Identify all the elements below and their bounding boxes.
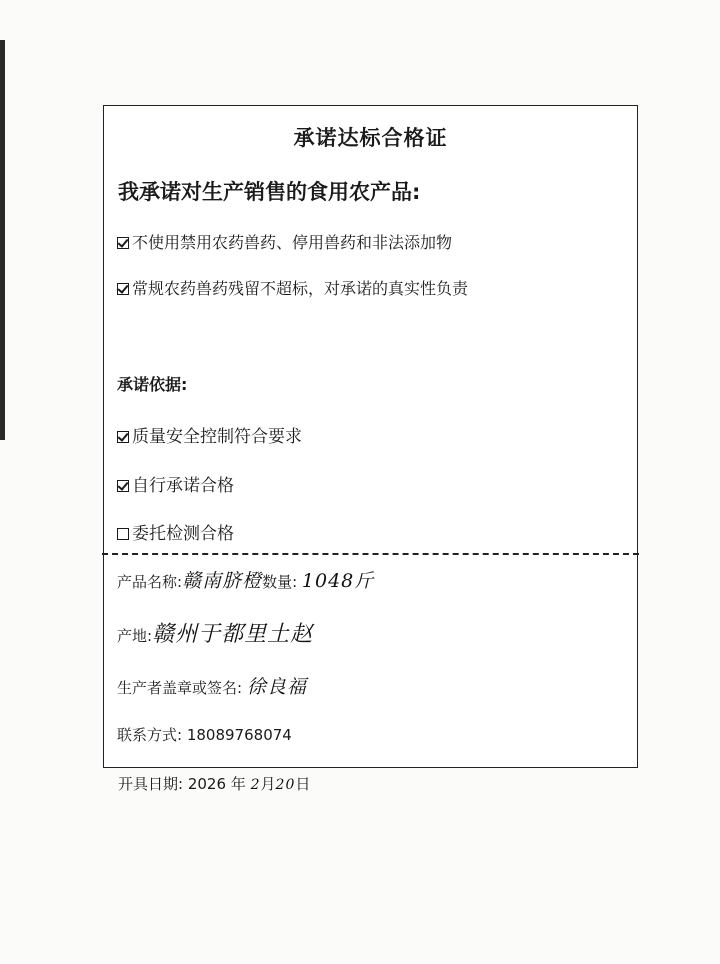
- promise-text: 不使用禁用农药兽药、停用兽药和非法添加物: [132, 233, 453, 252]
- contact-label: 联系方式:: [117, 726, 183, 744]
- certificate-card: [103, 105, 638, 768]
- issue-day-unit: 日: [295, 775, 311, 793]
- promise-text: 常规农药兽药残留不超标，对承诺的真实性负责: [132, 279, 469, 298]
- issue-month-unit: 月: [260, 775, 276, 793]
- producer-row: [117, 672, 307, 699]
- issue-date: [118, 773, 310, 794]
- issue-year-unit: 年: [230, 775, 246, 793]
- basis-item: [117, 422, 302, 447]
- basis-text: 委托检测合格: [132, 524, 234, 544]
- basis-text: 自行承诺合格: [132, 476, 234, 496]
- dashed-divider: [102, 553, 639, 555]
- product-label: 产品名称:: [117, 573, 183, 591]
- contact-value: 18089768074: [186, 726, 292, 744]
- product-row: [117, 566, 374, 593]
- origin-value: 赣州于都里土赵: [152, 622, 314, 647]
- product-value: 赣南脐橙: [182, 570, 263, 592]
- contact-row: [117, 724, 292, 745]
- issue-date-label: 开具日期:: [118, 775, 184, 793]
- scan-edge: [0, 40, 5, 440]
- origin-label: 产地:: [117, 627, 153, 645]
- promise-item: [117, 276, 468, 299]
- promise-item: [117, 230, 452, 253]
- producer-label: 生产者盖章或签名:: [117, 679, 243, 697]
- certificate-subtitle: 我承诺对生产销售的食用农产品:: [118, 180, 421, 204]
- basis-heading: 承诺依据:: [117, 375, 188, 394]
- basis-item: [117, 471, 234, 496]
- checked-box-icon: [117, 237, 129, 249]
- origin-row: [117, 617, 313, 648]
- producer-signature: 徐良福: [246, 676, 307, 698]
- checked-box-icon: [117, 480, 129, 492]
- unchecked-box-icon: [117, 528, 129, 540]
- issue-day: 20: [275, 777, 296, 793]
- issue-month: 2: [250, 777, 261, 793]
- quantity-value: 1048斤: [301, 570, 375, 592]
- basis-item: [117, 519, 234, 544]
- quantity-label: 数量:: [262, 573, 298, 591]
- certificate-title: 承诺达标合格证: [293, 126, 448, 150]
- basis-text: 质量安全控制符合要求: [132, 427, 302, 447]
- checked-box-icon: [117, 431, 129, 443]
- issue-year: 2026: [187, 775, 227, 793]
- checked-box-icon: [117, 283, 129, 295]
